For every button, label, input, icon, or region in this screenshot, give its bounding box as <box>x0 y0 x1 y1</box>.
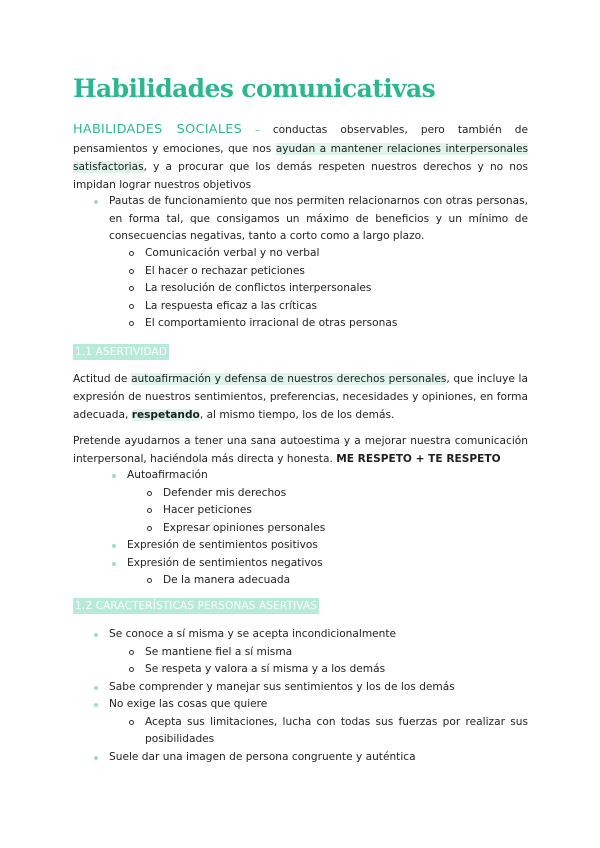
section-heading-assertive-traits: 1.2 CARACTERÍSTICAS PERSONAS ASERTIVAS <box>75 600 318 612</box>
section-heading-assertiveness: 1.1 ASERTIVIDAD <box>75 346 168 358</box>
sublist-item: Expresar opiniones personales <box>163 520 528 538</box>
sublist <box>109 644 528 679</box>
assertiveness-purpose <box>73 432 528 468</box>
intro-text-2: , y a procurar que los demás respeten nuestros derechos y no nos impidan lograr nuestros objetivos <box>73 161 528 191</box>
sublist-item: El hacer o rechazar peticiones <box>145 263 528 281</box>
page-title: Habilidades comunicativas <box>73 74 436 103</box>
sublist-item: Comunicación verbal y no verbal <box>145 245 528 263</box>
sublist-item: De la manera adecuada <box>163 572 528 590</box>
sublist-item: La respuesta eficaz a las críticas <box>145 298 528 316</box>
social-skills-heading: HABILIDADES SOCIALES <box>73 122 243 137</box>
list-item: Pautas de funcionamiento que nos permiten relacionarnos con otras personas, en forma tal, que consigamos un máximo de beneficios y un mínimo de consecuencias negativas, tanto a corto como a largo plazo. <box>109 193 528 246</box>
para-text: Actitud de <box>73 373 132 385</box>
intro-paragraph <box>73 121 528 194</box>
para-text: , al mismo tiempo, los de los demás. <box>199 409 395 421</box>
sublist-item: Se mantiene fiel a sí misma <box>145 644 528 662</box>
sublist-item: Hacer peticiones <box>163 502 528 520</box>
sublist-item: Defender mis derechos <box>163 485 528 503</box>
social-skills-sublist <box>145 245 528 333</box>
sublist-item: Acepta sus limitaciones, lucha con todas sus fuerzas por realizar sus posibilidades <box>145 714 528 749</box>
sublist <box>127 485 528 538</box>
list-item: Expresión de sentimientos positivos <box>127 537 528 555</box>
sublist-item: El comportamiento irracional de otras personas <box>145 315 528 333</box>
motto: ME RESPETO + TE RESPETO <box>336 453 501 465</box>
list-item: Suele dar una imagen de persona congruente y auténtica <box>109 749 528 767</box>
para-highlight: autoafirmación y defensa de nuestros derechos personales <box>131 373 447 385</box>
assertive-traits-list <box>109 626 528 766</box>
list-item: Expresión de sentimientos negativos <box>127 555 528 573</box>
para-text: Pretende ayudarnos a tener una sana autoestima y a mejorar nuestra comunicación interpersonal, haciéndola más directa y honesta. <box>73 435 528 465</box>
social-skills-list <box>109 193 528 246</box>
list-item: Sabe comprender y manejar sus sentimientos y los de los demás <box>109 679 528 697</box>
intro-text-1: conductas observables, pero también de pensamientos y emociones, que nos <box>73 124 529 155</box>
sublist <box>109 714 528 749</box>
sublist-item: Se respeta y valora a sí misma y a los demás <box>145 661 528 679</box>
heading-dash: – <box>242 125 273 136</box>
para-bold-highlight: respetando <box>131 409 200 421</box>
list-item: No exige las cosas que quiere <box>109 696 528 714</box>
list-item: Autoafirmación <box>127 467 528 485</box>
sublist-item: La resolución de conflictos interpersonales <box>145 280 528 298</box>
list-item: Se conoce a sí misma y se acepta incondicionalmente <box>109 626 528 644</box>
assertiveness-list <box>127 467 528 590</box>
intro-highlight: ayudan a mantener relaciones interpersonales satisfactorias <box>73 143 528 173</box>
sublist <box>127 572 528 590</box>
para-text: , que incluye la expresión de nuestros sentimientos, preferencias, necesidades y opiniones, en forma adecuada, <box>73 373 528 421</box>
assertiveness-definition <box>73 370 528 424</box>
